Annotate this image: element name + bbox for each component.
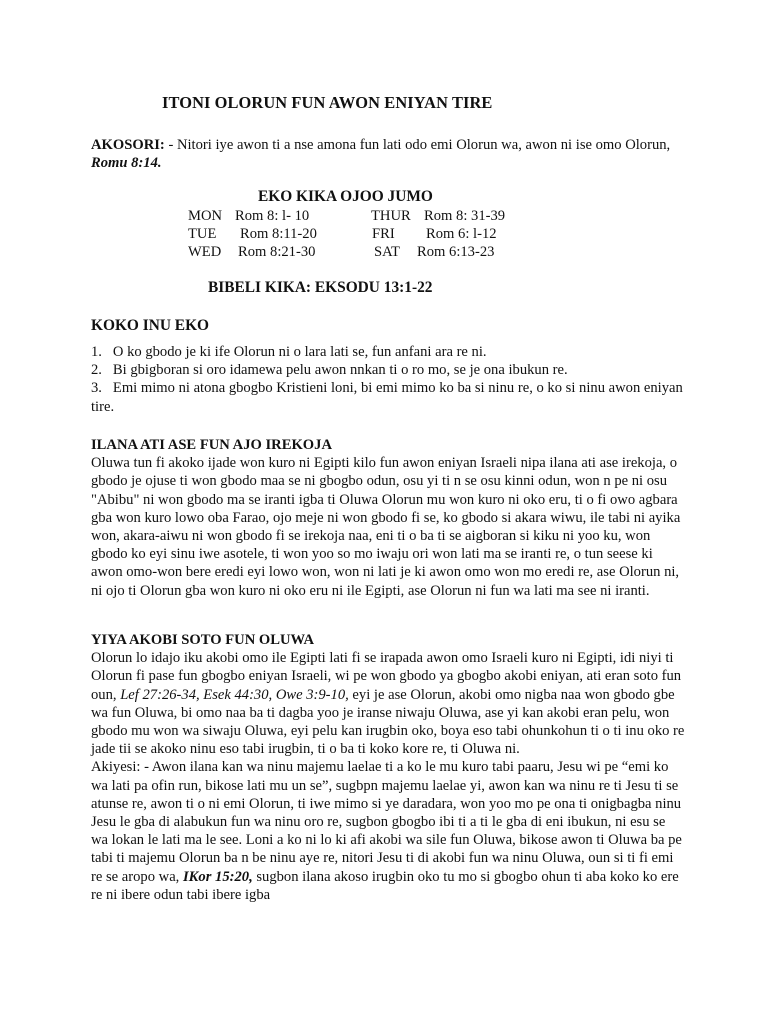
scripture-reference: IKor 15:20, — [182, 868, 253, 885]
eko-kika-heading: EKO KIKA OJOO JUMO — [258, 188, 433, 205]
schedule-day: FRI — [372, 226, 395, 243]
list-number: 2. — [91, 362, 102, 379]
akobi-section — [91, 631, 685, 904]
body-text: eyi je ase Olorun, akobi omo nigba naa won gbodo gbe wa fun Oluwa, bi omo naa ba ti dagba yoo je iranse niwaju Oluwa, ase yi kan akobi eran pelu, won gbodo mu won wa siwaju Oluwa, eyi pelu kan irugbin oko, boya eso tabi ohunkohun ti o ti inu oko re jade tii se akoko ninu eso tabi irugbin, ti o ba ti koko kore re, ti Oluwa ni. — [91, 686, 685, 758]
ilana-section — [91, 436, 685, 600]
list-item — [91, 361, 685, 379]
schedule-day: SAT — [374, 244, 400, 261]
list-text: O ko gbodo je ki ife Olorun ni o lara lati se, fun anfani ara re ni. — [112, 344, 487, 360]
body-text: sugbon ilana akoso irugbin oko tu mo si gbogbo ohun ti aba koko ko ere re ni ibere odun tabi ibere igba — [91, 868, 679, 903]
schedule-reading: Rom 6: l-12 — [426, 226, 497, 243]
akosori-reference: Romu 8:14. — [91, 155, 162, 172]
schedule-reading: Rom 8:11-20 — [240, 226, 317, 243]
schedule-day: TUE — [188, 226, 217, 243]
schedule-day: MON — [188, 208, 223, 224]
akosori-text: - Nitori iye awon ti a nse amona fun lati odo emi Olorun wa, awon ni ise omo Olorun, — [164, 137, 671, 153]
schedule-reading: Rom 8: l- 10 — [235, 208, 310, 224]
body-text: Akiyesi: - Awon ilana kan wa ninu majemu laelae ti a ko le mu kuro tabi paaru, Jesu wi pe “emi ko wa lati pa ofin run, bikose lati mu un se”, sugbpn majemu laelae yi, awon kan wa ninu re ti Jesu ti se atunse re, awon ti o ni emi Olorun, ti iwe mimo si ye daradara, won yoo mo pe ona ti onigbagba ninu Jesu le gba di alabukun fun wa ninu oro re, sugbon gbogbo ibi ti a ti le gba di eni ibukun, ni esu se wa lokan le lati ma le see. Loni a ko ni lo ki afi akobi wa sile fun Oluwa, bikose awon ti Oluwa ba pe tabi ti majemu Olorun ba n be ninu aye re, nitori Jesu ti di akobi fun wa ninu Oluwa, oun si ti fi emi re se aropo wa, — [91, 759, 682, 885]
page-title: ITONI OLORUN FUN AWON ENIYAN TIRE — [162, 93, 493, 112]
section-body: Oluwa tun fi akoko ijade won kuro ni Egipti kilo fun awon eniyan Israeli nipa ilana ati ase irekoja, o gbodo je ojuse ti won gbodo maa se ni gbogbo odun, osu yi ti n se osu kinni odun, won n pe ni osu "Abibu" ni won gbodo ma se iranti igba ti Oluwa Olorun mu won kuro ni oko eru, ti o fi owo agbara gba won kuro lowo oba Farao, ojo meje ni won gbodo fi se, ko gbodo si akara wiwu, ile tabi ni ayika won, akara-aiwu ni won gbodo fi se irekoja naa, eni ti o ba ti se aigboran si kiku ni yoo ku, won gbodo ko eyi sinu iwe asotele, ti won yoo so mo iwaju ori won lati ma se iranti re, o tun seese ki awon omo-won bere eredi eyi lowo won, won ni lati je ki awon omo won mo eredi re, ase Olorun ni, ni ojo ti Olorun gba won kuro ni oko eru ni ile Egipti, ase Olorun ni fun wa lati ma see ni iranti. — [91, 455, 681, 599]
koko-list — [91, 343, 685, 416]
schedule-reading: Rom 6:13-23 — [417, 244, 495, 261]
list-number: 1. — [91, 344, 102, 360]
schedule-reading: Rom 8: 31-39 — [424, 208, 506, 224]
schedule-day: THUR — [371, 208, 411, 224]
body-text: Olorun lo idajo iku akobi omo ile Egipti lati fi se irapada awon omo Israeli kuro ni Egipti, idi niyi ti Olorun fi pase fun gbogbo eniyan Israeli, wi pe won gbodo ya gbogbo akobi eniyan, ati eran soto fun oun, — [91, 650, 682, 703]
bibeli-kika-heading: BIBELI KIKA: EKSODU 13:1-22 — [208, 279, 433, 296]
akosori-label: AKOSORI: — [91, 137, 165, 153]
akiyesi-paragraph — [91, 758, 685, 904]
akosori-paragraph — [91, 136, 685, 172]
schedule-reading: Rom 8:21-30 — [238, 244, 316, 261]
section-heading: YIYA AKOBI SOTO FUN OLUWA — [91, 632, 315, 648]
section-heading: ILANA ATI ASE FUN AJO IREKOJA — [91, 437, 332, 453]
list-item — [91, 343, 685, 361]
schedule-day: WED — [188, 244, 222, 261]
scripture-reference: Lef 27:26-34, Esek 44:30, Owe 3:9-10, — [120, 686, 349, 703]
list-text: Emi mimo ni atona gbogbo Kristieni loni, bi emi mimo ko ba si ninu re, o ko si ninu awon eniyan tire. — [91, 380, 683, 415]
koko-heading: KOKO INU EKO — [91, 317, 210, 334]
list-item — [91, 379, 685, 415]
list-text: Bi gbigboran si oro idamewa pelu awon nnkan ti o ro mo, se je ona ibukun re. — [112, 362, 568, 379]
section-body — [91, 649, 685, 758]
list-number: 3. — [91, 380, 102, 397]
